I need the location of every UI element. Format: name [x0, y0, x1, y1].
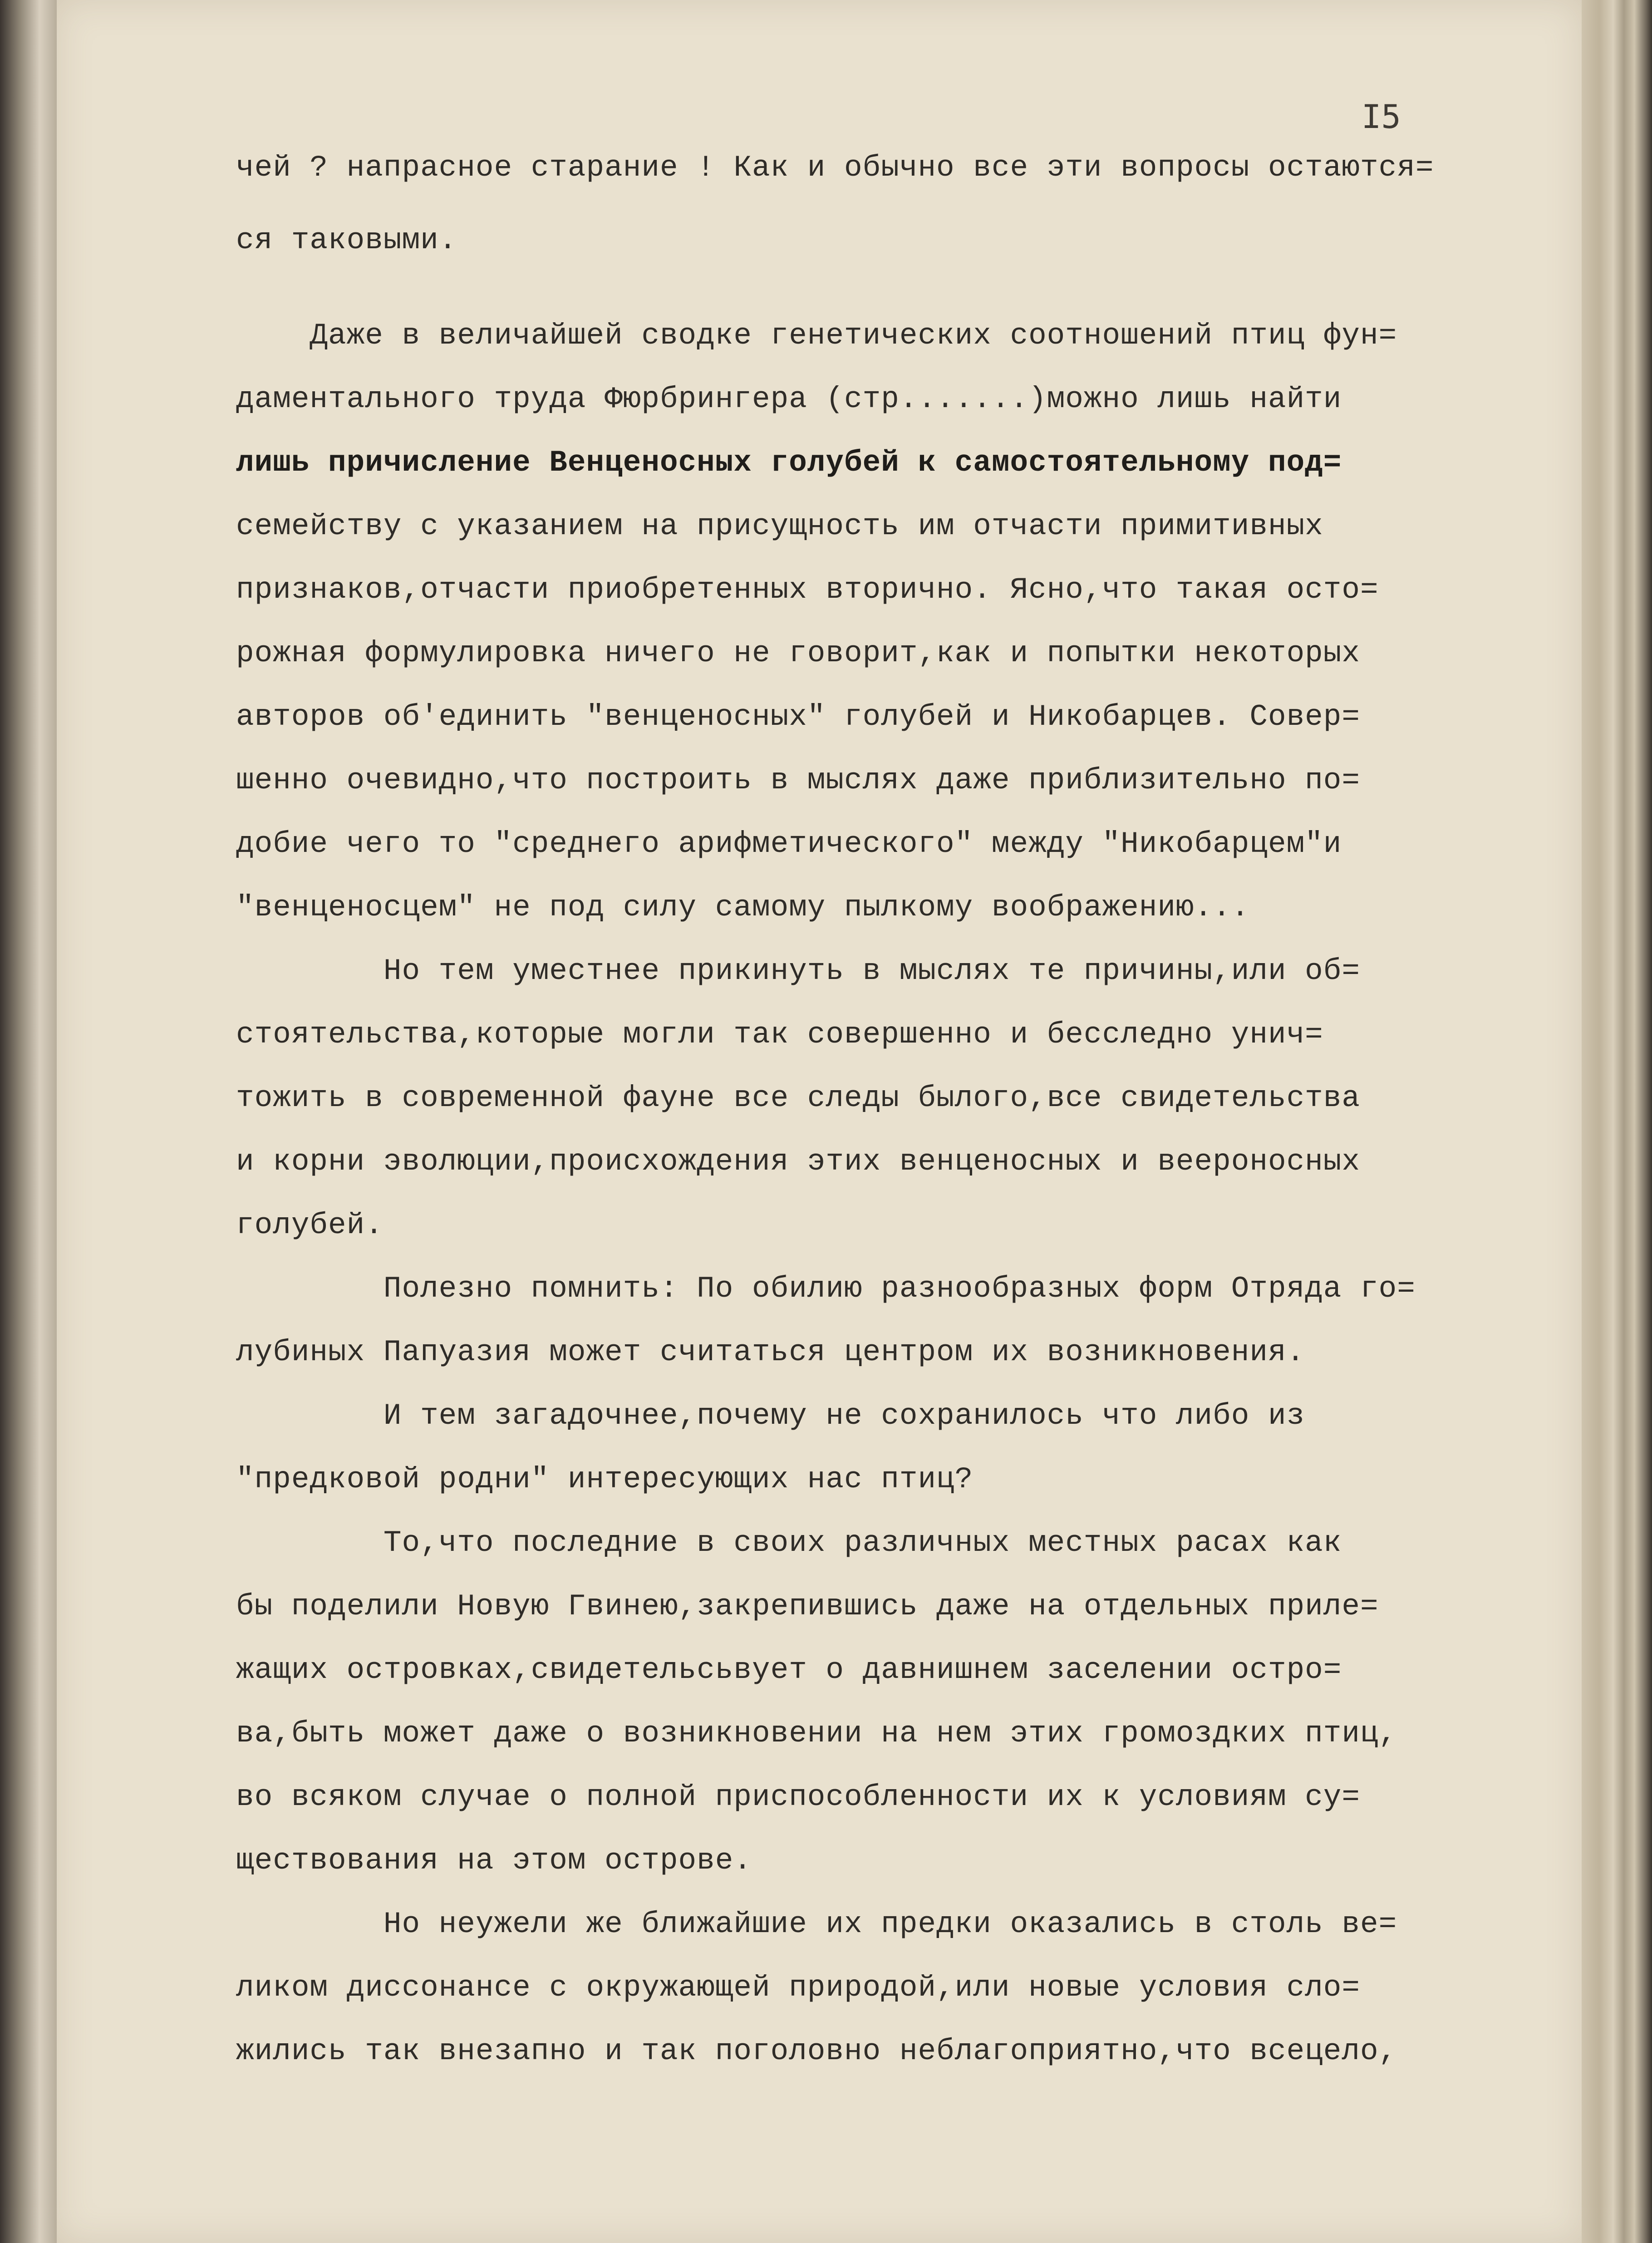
text-line-11: добие чего то "среднего арифметического" между "Никобарцем"и: [236, 827, 1342, 861]
text-line-4: даментального труда Фюрбрингера (стр.......)можно лишь найти: [236, 382, 1342, 416]
book-spine-left: [0, 0, 57, 2243]
text-line-6: семейству с указанием на присущность им отчасти примитивных: [236, 509, 1323, 543]
text-line-14: стоятельства,которые могли так совершенно и бесследно унич=: [236, 1018, 1323, 1052]
text-line-29: ликом диссонансе с окружающей природой,или новые условия сло=: [236, 1971, 1360, 2005]
text-line-8: рожная формулировка ничего не говорит,как и попытки некоторых: [236, 636, 1360, 670]
text-line-5: лишь причисление Венценосных голубей к самостоятельному под=: [236, 446, 1342, 480]
text-line-2: ся таковыми.: [236, 223, 457, 257]
text-line-17: голубей.: [236, 1208, 384, 1242]
text-line-28: Но неужели же ближайшие их предки оказались в столь ве=: [236, 1907, 1397, 1941]
text-line-24: жащих островках,свидетельсьвует о давнишнем заселении остро=: [236, 1653, 1342, 1687]
text-line-7: признаков,отчасти приобретенных вторично. Ясно,что такая осто=: [236, 573, 1379, 607]
text-line-25: ва,быть может даже о возникновении на нем этих громоздких птиц,: [236, 1717, 1397, 1751]
text-line-12: "венценосцем" не под силу самому пылкому воображению...: [236, 890, 1250, 925]
text-line-13: Но тем уместнее прикинуть в мыслях те причины,или об=: [236, 954, 1360, 988]
text-line-30: жились так внезапно и так поголовно неблагоприятно,что всецело,: [236, 2034, 1397, 2068]
page-stack-edge: [1582, 0, 1652, 2243]
text-line-16: и корни эволюции,происхождения этих венценосных и веероносных: [236, 1145, 1360, 1179]
text-line-22: То,что последние в своих различных местных расах как: [236, 1526, 1342, 1560]
text-line-9: авторов об'единить "венценосных" голубей и Никобарцев. Совер=: [236, 700, 1360, 734]
text-line-15: тожить в современной фауне все следы былого,все свидетельства: [236, 1081, 1360, 1115]
text-line-18: Полезно помнить: По обилию разнообразных форм Отряда го=: [236, 1272, 1416, 1306]
text-line-1: чей ? напрасное старание ! Как и обычно все эти вопросы остаются=: [236, 151, 1434, 185]
text-line-19: лубиных Папуазия может считаться центром их возникновения.: [236, 1335, 1305, 1369]
text-line-26: во всяком случае о полной приспособленности их к условиям су=: [236, 1780, 1360, 1814]
text-line-20: И тем загадочнее,почему не сохранилось что либо из: [236, 1399, 1305, 1433]
page-number: I5: [1362, 98, 1401, 136]
text-line-23: бы поделили Новую Гвинею,закрепившись даже на отдельных приле=: [236, 1589, 1379, 1623]
text-line-27: ществования на этом острове.: [236, 1844, 752, 1878]
text-line-3: Даже в величайшей сводке генетических соотношений птиц фун=: [236, 319, 1397, 353]
text-line-10: шенно очевидно,что построить в мыслях даже приблизительно по=: [236, 763, 1360, 797]
text-line-21: "предковой родни" интересующих нас птиц?: [236, 1462, 974, 1496]
